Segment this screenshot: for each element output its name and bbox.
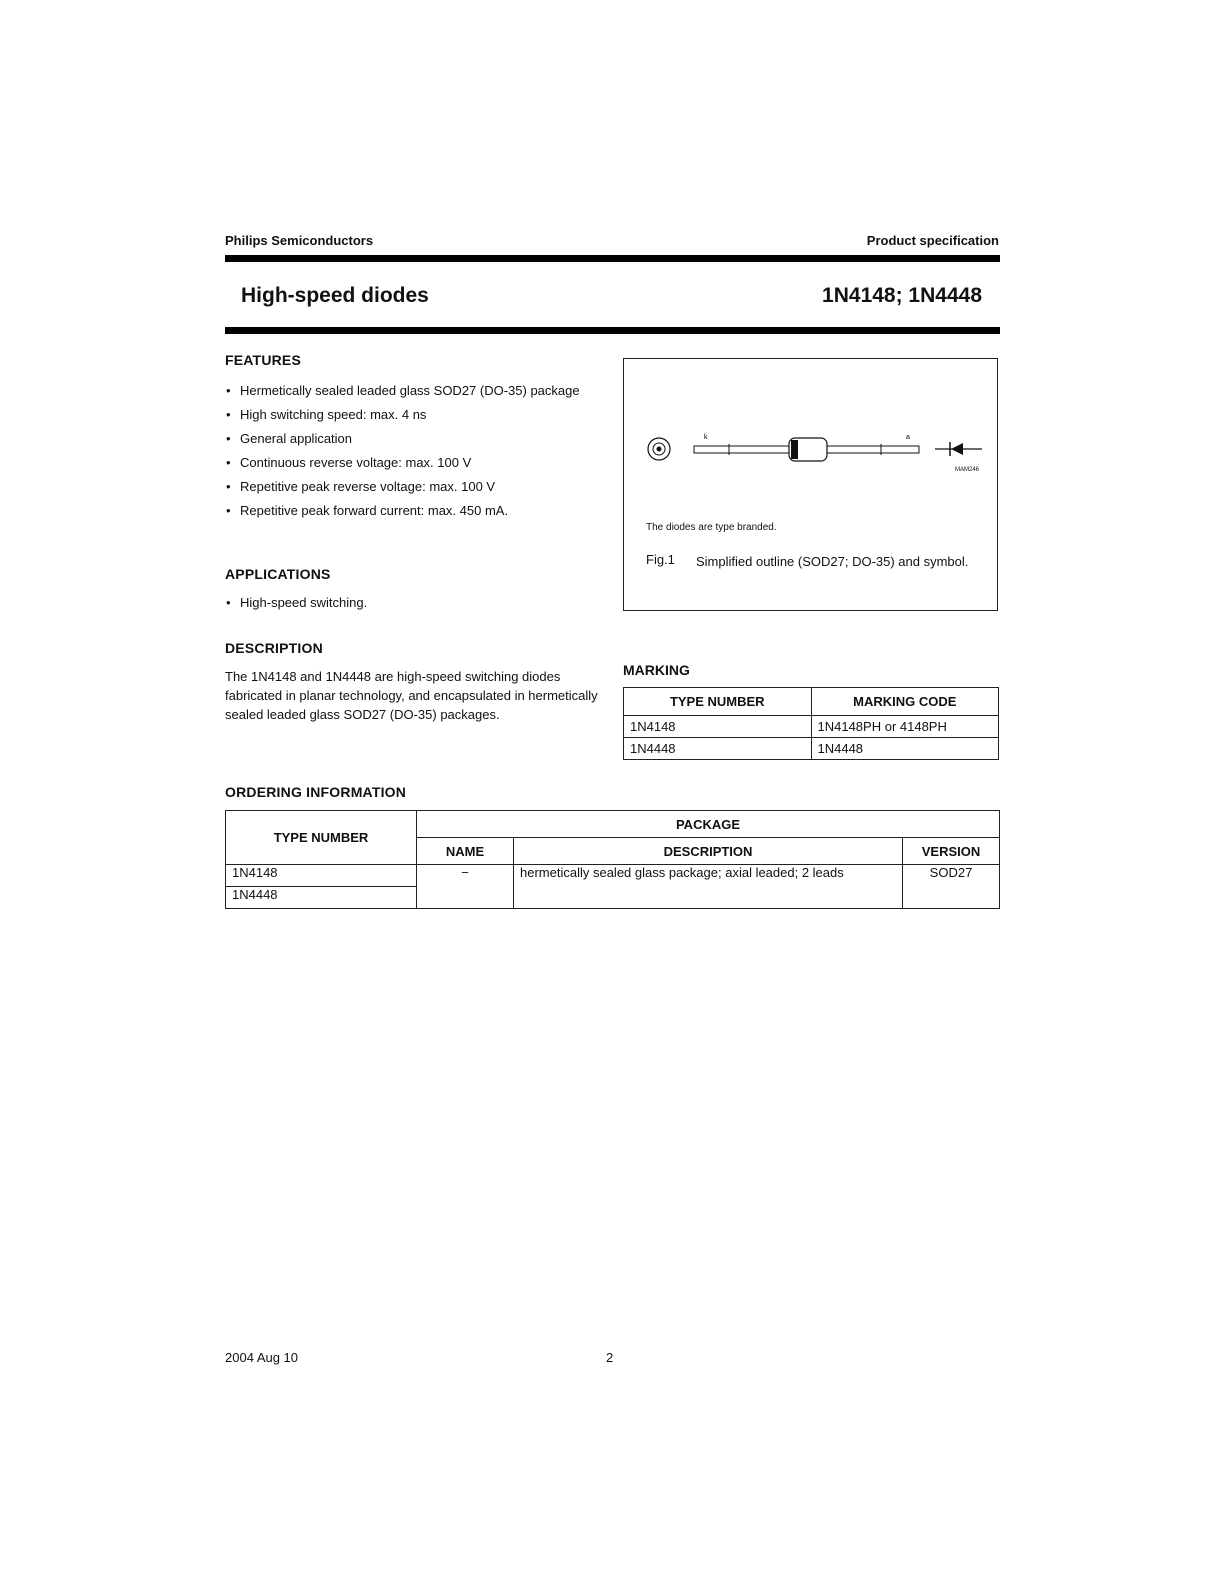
bullet-icon: • — [226, 503, 231, 518]
marking-code-cell: 1N4148PH or 4148PH — [811, 716, 999, 738]
page-number: 2 — [606, 1350, 614, 1365]
anode-label: a — [906, 434, 910, 441]
bullet-icon: • — [226, 595, 231, 610]
description-text: The 1N4148 and 1N4448 are high-speed switching diodes fabricated in planar technology, and encapsulated in hermetically sealed leaded glass SOD27 (DO-35) packages. — [225, 669, 598, 722]
column-header: TYPE NUMBER — [624, 688, 812, 716]
list-item — [225, 501, 595, 520]
description-header: DESCRIPTION — [514, 838, 903, 865]
feature-text: Continuous reverse voltage: max. 100 V — [240, 455, 472, 470]
type-number-cell: 1N4448 — [226, 887, 417, 909]
figure-note: The diodes are type branded. — [646, 522, 777, 533]
diode-symbol-icon — [935, 442, 982, 456]
feature-text: Repetitive peak forward current: max. 450 mA. — [240, 503, 509, 518]
list-item — [225, 405, 595, 424]
description-heading: DESCRIPTION — [225, 640, 323, 656]
marking-code-cell: 1N4448 — [811, 738, 999, 760]
diode-body-icon — [694, 434, 919, 461]
bullet-icon: • — [226, 431, 231, 446]
bullet-icon: • — [226, 455, 231, 470]
part-numbers: 1N4148; 1N4448 — [822, 284, 982, 307]
figure-code: MAM246 — [955, 467, 980, 473]
list-item — [225, 477, 595, 496]
company-name: Philips Semiconductors — [225, 233, 374, 248]
feature-text: Hermetically sealed leaded glass SOD27 (DO-35) package — [240, 383, 580, 398]
name-header: NAME — [417, 838, 514, 865]
type-number-cell: 1N4448 — [624, 738, 812, 760]
package-version-cell: SOD27 — [903, 865, 1000, 909]
header-rule-bottom — [225, 327, 1000, 334]
footer-date: 2004 Aug 10 — [225, 1350, 299, 1365]
bullet-icon: • — [226, 407, 231, 422]
feature-text: High switching speed: max. 4 ns — [240, 407, 427, 422]
type-number-cell: 1N4148 — [226, 865, 417, 887]
table-header-row — [226, 811, 1000, 838]
type-number-header: TYPE NUMBER — [226, 811, 417, 865]
ordering-heading: ORDERING INFORMATION — [225, 784, 407, 800]
feature-text: Repetitive peak reverse voltage: max. 100 V — [240, 479, 496, 494]
table-row — [624, 716, 999, 738]
version-header: VERSION — [903, 838, 1000, 865]
list-item — [225, 593, 595, 612]
table-header-row — [624, 688, 999, 716]
page-title: High-speed diodes — [241, 284, 429, 307]
header-rule-top — [225, 255, 1000, 262]
list-item — [225, 453, 595, 472]
diode-outline-drawing — [624, 359, 999, 612]
list-item — [225, 429, 595, 448]
document-type: Product specification — [866, 233, 999, 248]
type-number-cell: 1N4148 — [624, 716, 812, 738]
column-header: MARKING CODE — [811, 688, 999, 716]
end-view-icon — [648, 438, 670, 460]
package-name-cell: − — [417, 865, 514, 909]
application-text: High-speed switching. — [240, 595, 368, 610]
package-header: PACKAGE — [417, 811, 1000, 838]
marking-heading: MARKING — [623, 662, 690, 678]
figure-label: Fig.1 — [646, 552, 675, 567]
features-list — [225, 381, 595, 525]
figure-caption: Simplified outline (SOD27; DO-35) and symbol. — [696, 554, 969, 569]
bullet-icon: • — [226, 479, 231, 494]
package-description-cell: hermetically sealed glass package; axial leaded; 2 leads — [514, 865, 903, 909]
ordering-table — [225, 810, 1000, 909]
table-row — [624, 738, 999, 760]
list-item — [225, 381, 595, 400]
cathode-label: k — [704, 434, 708, 441]
table-row — [226, 865, 1000, 887]
feature-text: General application — [240, 431, 353, 446]
features-heading: FEATURES — [225, 352, 302, 368]
marking-table — [623, 687, 999, 760]
applications-heading: APPLICATIONS — [225, 566, 331, 582]
figure-box — [623, 358, 998, 611]
applications-list — [225, 593, 595, 617]
bullet-icon: • — [226, 383, 231, 398]
